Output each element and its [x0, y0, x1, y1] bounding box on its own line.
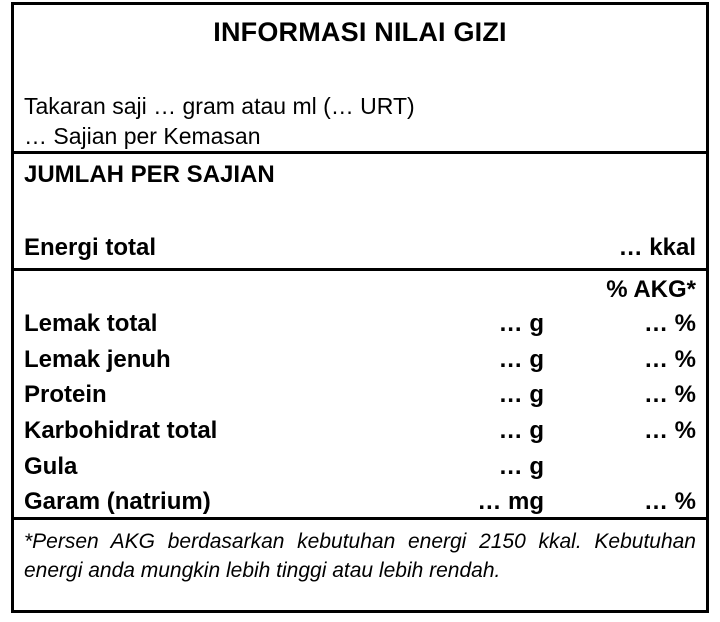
nutrient-label: Protein: [24, 381, 107, 409]
nutrient-row-sugar: [14, 453, 706, 489]
nutrient-amount: … g: [498, 452, 544, 480]
nutrient-label: Karbohidrat total: [24, 417, 218, 445]
nutrient-row-saturated-fat: [14, 346, 706, 382]
divider-energy: [14, 268, 706, 271]
nutrient-akg: … %: [643, 345, 696, 373]
nutrient-akg: … %: [643, 417, 696, 445]
amount-per-serving-heading: JUMLAH PER SAJIAN: [24, 161, 275, 188]
divider-serving: [14, 151, 706, 154]
nutrient-table: [14, 310, 706, 524]
nutrient-label: Garam (natrium): [24, 488, 211, 516]
servings-per-package: … Sajian per Kemasan: [24, 123, 261, 149]
serving-info: [24, 91, 415, 151]
nutrient-amount: … g: [498, 381, 544, 409]
divider-footnote: [14, 517, 706, 520]
energy-value: … kkal: [618, 234, 696, 261]
nutrient-label: Lemak total: [24, 310, 158, 337]
nutrient-amount: … mg: [477, 488, 544, 516]
nutrient-row-total-carbohydrate: [14, 417, 706, 453]
nutrient-label: Gula: [24, 452, 78, 480]
nutrient-akg: … %: [643, 488, 696, 516]
nutrient-label: Lemak jenuh: [24, 345, 171, 373]
energy-label: Energi total: [24, 234, 157, 261]
nutrient-amount: … g: [498, 417, 544, 445]
panel-title: INFORMASI NILAI GIZI: [213, 17, 507, 47]
akg-column-header: % AKG*: [606, 276, 696, 303]
serving-size: Takaran saji … gram atau ml (… URT): [24, 93, 415, 119]
nutrition-facts-panel: [11, 2, 709, 613]
nutrient-amount: … g: [498, 310, 544, 337]
akg-footnote: *Persen AKG berdasarkan kebutuhan energi 2150 kkal. Kebutuhan energi anda mungkin lebih tinggi atau lebih rendah.: [24, 530, 696, 582]
nutrient-amount: … g: [498, 345, 544, 373]
nutrient-akg: … %: [643, 310, 696, 337]
nutrient-row-protein: [14, 381, 706, 417]
nutrient-akg: … %: [643, 381, 696, 409]
nutrient-row-total-fat: [14, 310, 706, 346]
